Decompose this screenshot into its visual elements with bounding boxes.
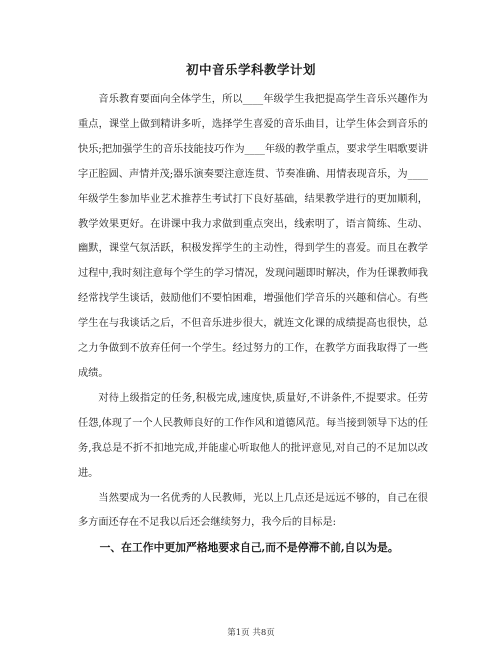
paragraph-future-goals: 当然要成为一名优秀的人民教师，光以上几点还是远远不够的，自己在很多方面还存在不足我以后还会继续努力，我今后的目标是:: [78, 492, 428, 529]
paragraph-teaching-focus: 音乐教育要面向全体学生，所以____年级学生我把提高学生音乐兴趣作为重点，课堂上做到精讲多听，选择学生喜爱的音乐曲目，让学生体会到音乐的快乐;把加强学生的音乐技能技巧作为____年级的教学重点，要求学生唱歌要讲字正腔圆、声情并茂;器乐演奏要注意连贯、节奏准确、用情表现音乐，为____年级学生参加毕业艺术推荐生考试打下良好基础，结果教学进行的更加顺利，教学效果更好。在讲课中我力求做到重点突出，线索明了，语言简练、生动、幽默，课堂气氛活跃，积极发挥学生的主动性，得到学生的喜爱。而且在教学过程中,我时刻注意每个学生的学习情况，发现问题即时解决，作为任课教师我经常找学生谈话，鼓励他们不要怕困难，增强他们学音乐的兴趣和信心。有些学生在与我谈话之后，不但音乐进步很大，就连文化课的成绩提高也很快，总之力争做到不放弃任何一个学生。经过努力的工作，在教学方面我取得了一些成绩。: [78, 94, 428, 379]
document-title: 初中音乐学科教学计划: [185, 62, 316, 77]
section-heading-one: 一、在工作中更加严格地要求自己,而不是停滞不前,自以为是。: [99, 541, 399, 555]
page-footer: 第1页 共8页: [227, 628, 275, 638]
document-body: [78, 88, 428, 561]
paragraph-task-attitude: 对待上级指定的任务,积极完成,速度快,质量好,不讲条件,不提要求。任劳任怨,体现了一个人民教师良好的工作作风和道德风范。每当接到领导下达的任务,我总是不折不扣地完成,并能虚心听取他人的批评意见,对自己的不足加以改进。: [78, 392, 428, 479]
